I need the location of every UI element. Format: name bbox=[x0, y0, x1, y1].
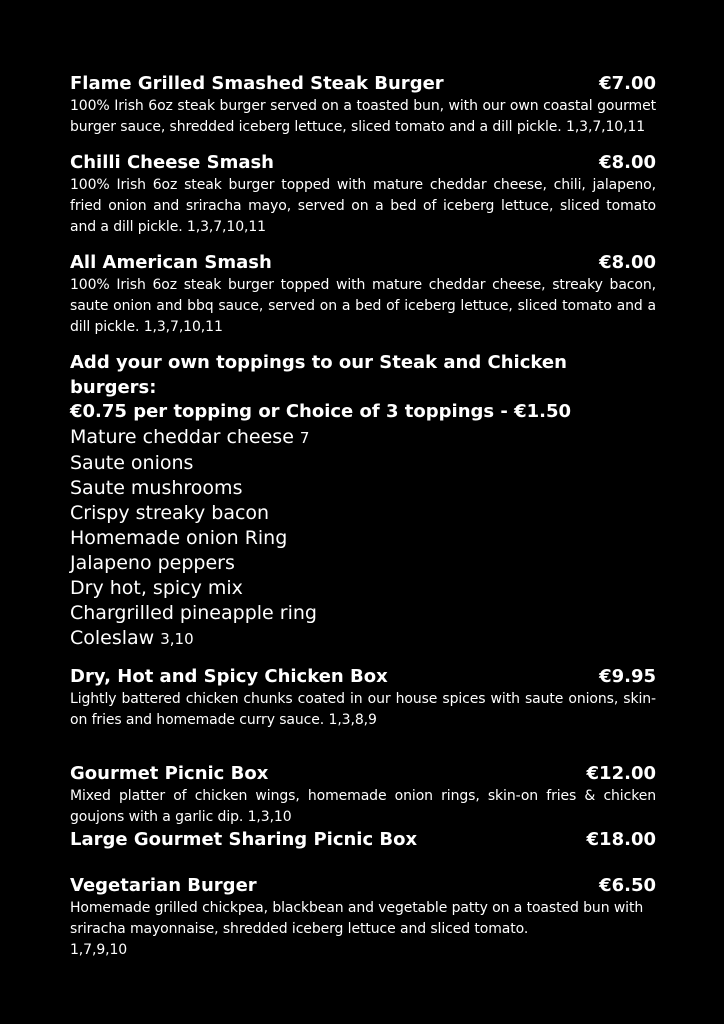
topping-label: Saute onions bbox=[70, 451, 194, 474]
menu-item-header bbox=[70, 151, 656, 175]
topping-item bbox=[70, 526, 656, 551]
item-description bbox=[70, 96, 656, 138]
toppings-heading-line1: Add your own toppings to our Steak and Chicken burgers: bbox=[70, 352, 567, 398]
description-text: Homemade grilled chickpea, blackbean and vegetable patty on a toasted bun with sriracha mayonnaise, shredded iceberg lettuce and sliced tomato. bbox=[70, 899, 644, 937]
topping-item bbox=[70, 451, 656, 476]
item-price: €9.95 bbox=[599, 665, 656, 687]
item-price: €7.00 bbox=[599, 73, 656, 94]
menu-item-chicken-box bbox=[70, 665, 656, 731]
description-text: 100% Irish 6oz steak burger served on a toasted bun, with our own coastal gourmet burger sauce, shredded iceberg lettuce, sliced tomato and a dill pickle. bbox=[70, 98, 656, 135]
item-description bbox=[70, 786, 656, 828]
menu-item-steak-burger bbox=[70, 72, 656, 138]
topping-allergens: 3,10 bbox=[160, 629, 194, 648]
topping-item bbox=[70, 501, 656, 526]
topping-label: Crispy streaky bacon bbox=[70, 501, 270, 524]
allergen-codes: 1,3,7,10,11 bbox=[566, 119, 646, 135]
menu-item-header bbox=[70, 762, 656, 786]
topping-label: Mature cheddar cheese bbox=[70, 425, 294, 448]
toppings-heading-line2: €0.75 per topping or Choice of 3 toppings - €1.50 bbox=[70, 401, 572, 422]
item-name: Chilli Cheese Smash bbox=[70, 152, 274, 173]
topping-label: Chargrilled pineapple ring bbox=[70, 601, 317, 624]
allergen-codes: 1,3,7,10,11 bbox=[186, 219, 266, 235]
toppings-list bbox=[70, 425, 656, 652]
allergen-codes: 1,7,9,10 bbox=[70, 941, 128, 958]
description-text: Lightly battered chicken chunks coated in our house spices with saute onions, skin-on fries and homemade curry sauce. bbox=[70, 690, 656, 728]
topping-label: Jalapeno peppers bbox=[70, 551, 235, 574]
topping-item bbox=[70, 551, 656, 576]
item-description bbox=[70, 275, 656, 338]
topping-item bbox=[70, 626, 656, 652]
item-description bbox=[70, 898, 656, 961]
item-name: Large Gourmet Sharing Picnic Box bbox=[70, 828, 418, 850]
topping-item bbox=[70, 425, 656, 451]
topping-item bbox=[70, 476, 656, 501]
menu-page bbox=[70, 72, 656, 961]
topping-item bbox=[70, 576, 656, 601]
description-text: 100% Irish 6oz steak burger topped with mature cheddar cheese, streaky bacon, saute onion and bbq sauce, served on a bed of iceberg lettuce, sliced tomato and a dill pickle. bbox=[70, 277, 656, 335]
topping-label: Saute mushrooms bbox=[70, 476, 243, 499]
description-text: 100% Irish 6oz steak burger topped with mature cheddar cheese, chili, jalapeno, fried onion and sriracha mayo, served on a bed of iceberg lettuce, sliced tomato and a dill pickle. bbox=[70, 177, 656, 235]
item-price: €6.50 bbox=[599, 874, 656, 896]
item-price: €8.00 bbox=[599, 152, 656, 173]
menu-item-large-picnic-box bbox=[70, 828, 656, 852]
menu-item-chilli-cheese-smash bbox=[70, 151, 656, 238]
item-price: €8.00 bbox=[599, 252, 656, 273]
menu-item-gourmet-picnic-box bbox=[70, 762, 656, 828]
item-price: €12.00 bbox=[586, 762, 656, 784]
toppings-section bbox=[70, 351, 656, 652]
item-description bbox=[70, 689, 656, 731]
allergen-codes: 1,3,10 bbox=[247, 808, 292, 825]
item-price: €18.00 bbox=[586, 828, 656, 850]
menu-item-header bbox=[70, 72, 656, 96]
menu-item-all-american-smash bbox=[70, 251, 656, 338]
allergen-codes: 1,3,7,10,11 bbox=[143, 319, 223, 335]
menu-item-header bbox=[70, 251, 656, 275]
menu-item-header bbox=[70, 828, 656, 852]
item-name: Vegetarian Burger bbox=[70, 874, 257, 896]
menu-item-header bbox=[70, 665, 656, 689]
description-text: Mixed platter of chicken wings, homemade onion rings, skin-on fries & chicken goujons with a garlic dip. bbox=[70, 787, 656, 825]
toppings-heading bbox=[70, 351, 656, 425]
topping-allergens: 7 bbox=[299, 428, 310, 447]
item-name: Flame Grilled Smashed Steak Burger bbox=[70, 73, 444, 94]
topping-label: Dry hot, spicy mix bbox=[70, 576, 243, 599]
allergen-codes: 1,3,8,9 bbox=[328, 711, 377, 728]
item-description bbox=[70, 175, 656, 238]
menu-item-vegetarian-burger bbox=[70, 874, 656, 961]
item-name: Gourmet Picnic Box bbox=[70, 762, 269, 784]
item-name: Dry, Hot and Spicy Chicken Box bbox=[70, 665, 388, 687]
topping-label: Coleslaw bbox=[70, 626, 155, 649]
topping-label: Homemade onion Ring bbox=[70, 526, 288, 549]
menu-item-header bbox=[70, 874, 656, 898]
item-name: All American Smash bbox=[70, 252, 272, 273]
topping-item bbox=[70, 601, 656, 626]
